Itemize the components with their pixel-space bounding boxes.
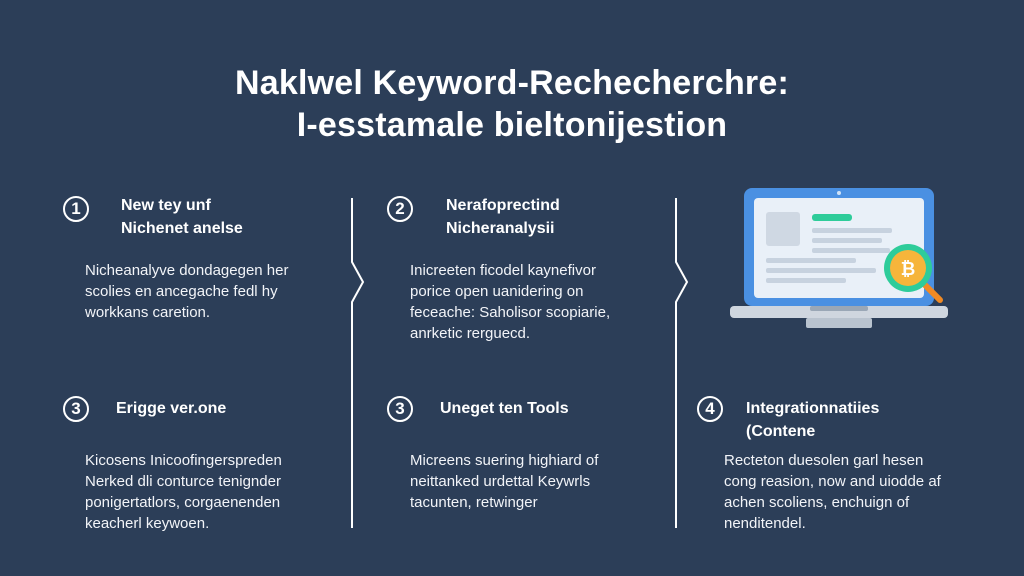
step-3-desc-line: ponigertatlors, corgaenenden	[85, 494, 281, 511]
step-2-desc-line: Inicreeten ficodel kaynefivor	[410, 262, 596, 279]
step-number-2: 2	[387, 196, 413, 222]
step-2-desc-line: feceache: Saholisor scopiarie,	[410, 304, 611, 321]
step-4-desc-line: tacunten, retwinger	[410, 494, 538, 511]
step-3-desc-line: Nerked dli conturce tenignder	[85, 473, 281, 490]
step-5-heading	[746, 397, 879, 443]
step-1-heading-line: Nichenet anelse	[121, 220, 243, 237]
step-2-desc-line: porice open uanidering on	[410, 283, 584, 300]
step-3-heading-line: Erigge ver.one	[116, 400, 227, 417]
step-3-description	[85, 450, 282, 534]
title-line-2: I-esstamale bieltonijestion	[296, 106, 728, 144]
laptop-icon	[726, 184, 952, 334]
bitcoin-icon: ₿	[900, 259, 916, 280]
step-number-3: 3	[63, 396, 89, 422]
step-2-description	[410, 260, 610, 344]
step-number-1: 1	[63, 196, 89, 222]
step-1-desc-line: Nicheanalyve dondagegen her	[85, 262, 289, 279]
step-5-desc-line: achen scoliens, enchuign of	[724, 494, 910, 511]
step-4-heading	[440, 397, 569, 420]
step-2-heading-line: Nicheranalysii	[446, 220, 555, 237]
step-4-description	[410, 450, 598, 513]
step-1-desc-line: scolies en ancegache fedl hy	[85, 283, 278, 300]
title	[0, 62, 1024, 146]
step-5-desc-line: cong reasion, now and uiodde af	[724, 473, 941, 490]
step-4-heading-line: Uneget ten Tools	[440, 400, 569, 417]
step-2-heading-line: Nerafoprectind	[446, 197, 560, 214]
step-4-desc-line: Micreens suering highiard of	[410, 452, 599, 469]
step-1-desc-line: workkans caretion.	[85, 304, 211, 321]
step-1-heading	[121, 194, 243, 240]
step-4-desc-line: neittanked urdettal Keywrls	[410, 473, 591, 490]
step-number-4: 4	[697, 396, 723, 422]
step-5-heading-line: (Contene	[746, 423, 816, 440]
divider-chevron	[342, 198, 366, 528]
step-3-desc-line: Kicosens Inicoofingerspreden	[85, 452, 282, 469]
step-5-desc-line: Recteton duesolen garl hesen	[724, 452, 924, 469]
step-5-description	[724, 450, 941, 534]
title-line-1: Naklwel Keyword-Rechecherchre:	[235, 64, 789, 102]
step-5-heading-line: Integrationnatiies	[746, 400, 880, 417]
step-3-desc-line: keacherl keywoen.	[85, 515, 210, 532]
step-2-heading	[446, 194, 560, 240]
step-1-description	[85, 260, 289, 323]
step-1-heading-line: New tey unf	[121, 197, 211, 214]
divider-chevron	[666, 198, 690, 528]
step-2-desc-line: anrketic rerguecd.	[410, 325, 531, 342]
step-3-heading	[116, 397, 226, 420]
step-number-3b: 3	[387, 396, 413, 422]
step-5-desc-line: nenditendel.	[724, 515, 806, 532]
